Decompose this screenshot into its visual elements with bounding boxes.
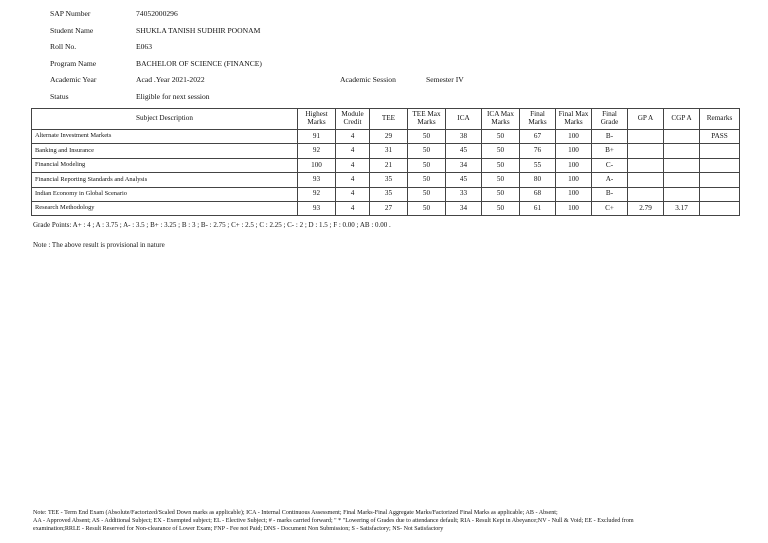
column-header: TEE Max Marks (408, 109, 446, 130)
table-cell: 55 (520, 158, 556, 172)
table-cell: 4 (336, 130, 370, 144)
roll-no-label: Roll No. (50, 42, 77, 51)
table-cell: 29 (370, 130, 408, 144)
table-cell (628, 173, 664, 187)
table-cell (628, 187, 664, 201)
table-cell (700, 187, 740, 201)
footer-line: AA - Approved Absent; AS - Additional Subject; EX - Exempted subject; EL - Elective Subject; # - marks carried forward; " * "Lowering of Grades due to attendance default; RIA - Result Kept in Abeyance;NV - Null & Void; EE - Excluded from (33, 518, 634, 525)
table-cell: 33 (446, 187, 482, 201)
table-cell: 100 (556, 173, 592, 187)
table-cell: 50 (482, 173, 520, 187)
table-cell: 61 (520, 201, 556, 215)
table-cell: 50 (408, 158, 446, 172)
table-cell: 50 (408, 173, 446, 187)
academic-session-value: Semester IV (426, 75, 464, 84)
subject-cell: Alternate Investment Markets (32, 130, 298, 144)
column-header: Highest Marks (298, 109, 336, 130)
table-cell: 50 (408, 201, 446, 215)
table-cell: C- (592, 158, 628, 172)
table-cell (628, 158, 664, 172)
academic-year-value: Acad .Year 2021-2022 (136, 75, 205, 84)
table-cell: 2.79 (628, 201, 664, 215)
table-row (32, 130, 740, 144)
roll-no-value: E063 (136, 42, 153, 51)
subject-cell: Indian Economy in Global Scenario (32, 187, 298, 201)
academic-year-label: Academic Year (50, 75, 97, 84)
table-row (32, 173, 740, 187)
column-header: GP A (628, 109, 664, 130)
table-cell: 45 (446, 173, 482, 187)
academic-session-label: Academic Session (340, 75, 396, 84)
subject-cell: Financial Reporting Standards and Analysis (32, 173, 298, 187)
table-cell: 50 (408, 130, 446, 144)
table-cell (700, 173, 740, 187)
table-cell: 3.17 (664, 201, 700, 215)
table-cell: C+ (592, 201, 628, 215)
table-cell: 35 (370, 173, 408, 187)
sap-number-value: 74052000296 (136, 9, 178, 18)
table-cell: 50 (482, 130, 520, 144)
subject-cell: Research Methodology (32, 201, 298, 215)
table-cell: 100 (556, 201, 592, 215)
status-label: Status (50, 91, 69, 101)
program-name-value: BACHELOR OF SCIENCE (FINANCE) (136, 58, 262, 68)
table-cell: 50 (408, 187, 446, 201)
table-cell (700, 158, 740, 172)
table-cell: B+ (592, 144, 628, 158)
table-cell (664, 130, 700, 144)
table-cell: 100 (556, 130, 592, 144)
table-cell: 91 (298, 130, 336, 144)
column-header: CGP A (664, 109, 700, 130)
sap-number-label: SAP Number (50, 9, 91, 18)
table-cell: 4 (336, 201, 370, 215)
table-row (32, 158, 740, 172)
table-cell: 68 (520, 187, 556, 201)
table-cell: 50 (482, 144, 520, 158)
table-cell: 4 (336, 173, 370, 187)
table-cell: 34 (446, 201, 482, 215)
column-header: Final Grade (592, 109, 628, 130)
table-cell: 4 (336, 158, 370, 172)
footer-line: Note: TEE - Term End Exam (Absolute/Factorized/Scaled Down marks as applicable); ICA - Internal Continuous Assessment; Final Marks-Final Aggregate Marks/Factorized Final Marks as applicable; AB - Absent; (33, 510, 558, 516)
table-cell: 76 (520, 144, 556, 158)
table-cell: 93 (298, 201, 336, 215)
table-cell: 50 (408, 144, 446, 158)
table-cell: PASS (700, 130, 740, 144)
program-name-label: Program Name (50, 58, 97, 68)
column-header: Module Credit (336, 109, 370, 130)
grade-points: Grade Points: A+ : 4 ; A : 3.75 ; A- : 3.5 ; B+ : 3.25 ; B : 3 ; B- : 2.75 ; C+ : 2.5 ; C : 2.25 ; C- : 2 ; D : 1.5 ; F : 0.00 ; AB : 0.00 . (33, 221, 391, 229)
student-name-value: SHUKLA TANISH SUDHIR POONAM (136, 25, 261, 35)
table-row (32, 144, 740, 158)
table-cell: 31 (370, 144, 408, 158)
provisional-note: Note : The above result is provisional in nature (33, 241, 165, 249)
student-name-label: Student Name (50, 25, 94, 35)
table-cell: 93 (298, 173, 336, 187)
table-cell: 92 (298, 144, 336, 158)
column-header: ICA (446, 109, 482, 130)
column-header: Final Marks (520, 109, 556, 130)
table-cell: 27 (370, 201, 408, 215)
table-cell (628, 130, 664, 144)
footer-legend (33, 509, 761, 533)
table-cell: 45 (446, 144, 482, 158)
table-cell: 100 (556, 158, 592, 172)
footer-line: examination;RRLE - Result Reserved for Non-clearance of Lower Exam; FNP - Fee not Paid; DNS - Document Non Submission; S - Satisfactory; NS- Not Satisfactory (33, 526, 444, 533)
table-cell: 50 (482, 201, 520, 215)
table-cell: 21 (370, 158, 408, 172)
column-header: Remarks (700, 109, 740, 130)
table-cell: B- (592, 130, 628, 144)
status-value: Eligible for next session (136, 91, 210, 101)
table-cell (664, 187, 700, 201)
table-cell: 34 (446, 158, 482, 172)
column-header: TEE (370, 109, 408, 130)
table-cell (628, 144, 664, 158)
table-cell (700, 144, 740, 158)
table-cell: A- (592, 173, 628, 187)
table-cell: 100 (556, 187, 592, 201)
table-cell (664, 158, 700, 172)
table-cell: 67 (520, 130, 556, 144)
column-header: ICA Max Marks (482, 109, 520, 130)
table-row (32, 187, 740, 201)
table-cell: 38 (446, 130, 482, 144)
subject-cell: Banking and Insurance (32, 144, 298, 158)
column-header: Subject Description (32, 109, 298, 130)
table-cell: B- (592, 187, 628, 201)
table-cell (700, 201, 740, 215)
table-cell: 100 (556, 144, 592, 158)
table-row (32, 201, 740, 215)
table-cell (664, 144, 700, 158)
marks-table (31, 108, 740, 216)
table-cell: 35 (370, 187, 408, 201)
column-header: Final Max Marks (556, 109, 592, 130)
subject-cell: Financial Modeling (32, 158, 298, 172)
table-cell: 4 (336, 187, 370, 201)
table-cell (664, 173, 700, 187)
table-cell: 50 (482, 187, 520, 201)
table-cell: 80 (520, 173, 556, 187)
table-cell: 50 (482, 158, 520, 172)
table-cell: 100 (298, 158, 336, 172)
table-cell: 92 (298, 187, 336, 201)
table-cell: 4 (336, 144, 370, 158)
table-header-row (32, 109, 740, 130)
